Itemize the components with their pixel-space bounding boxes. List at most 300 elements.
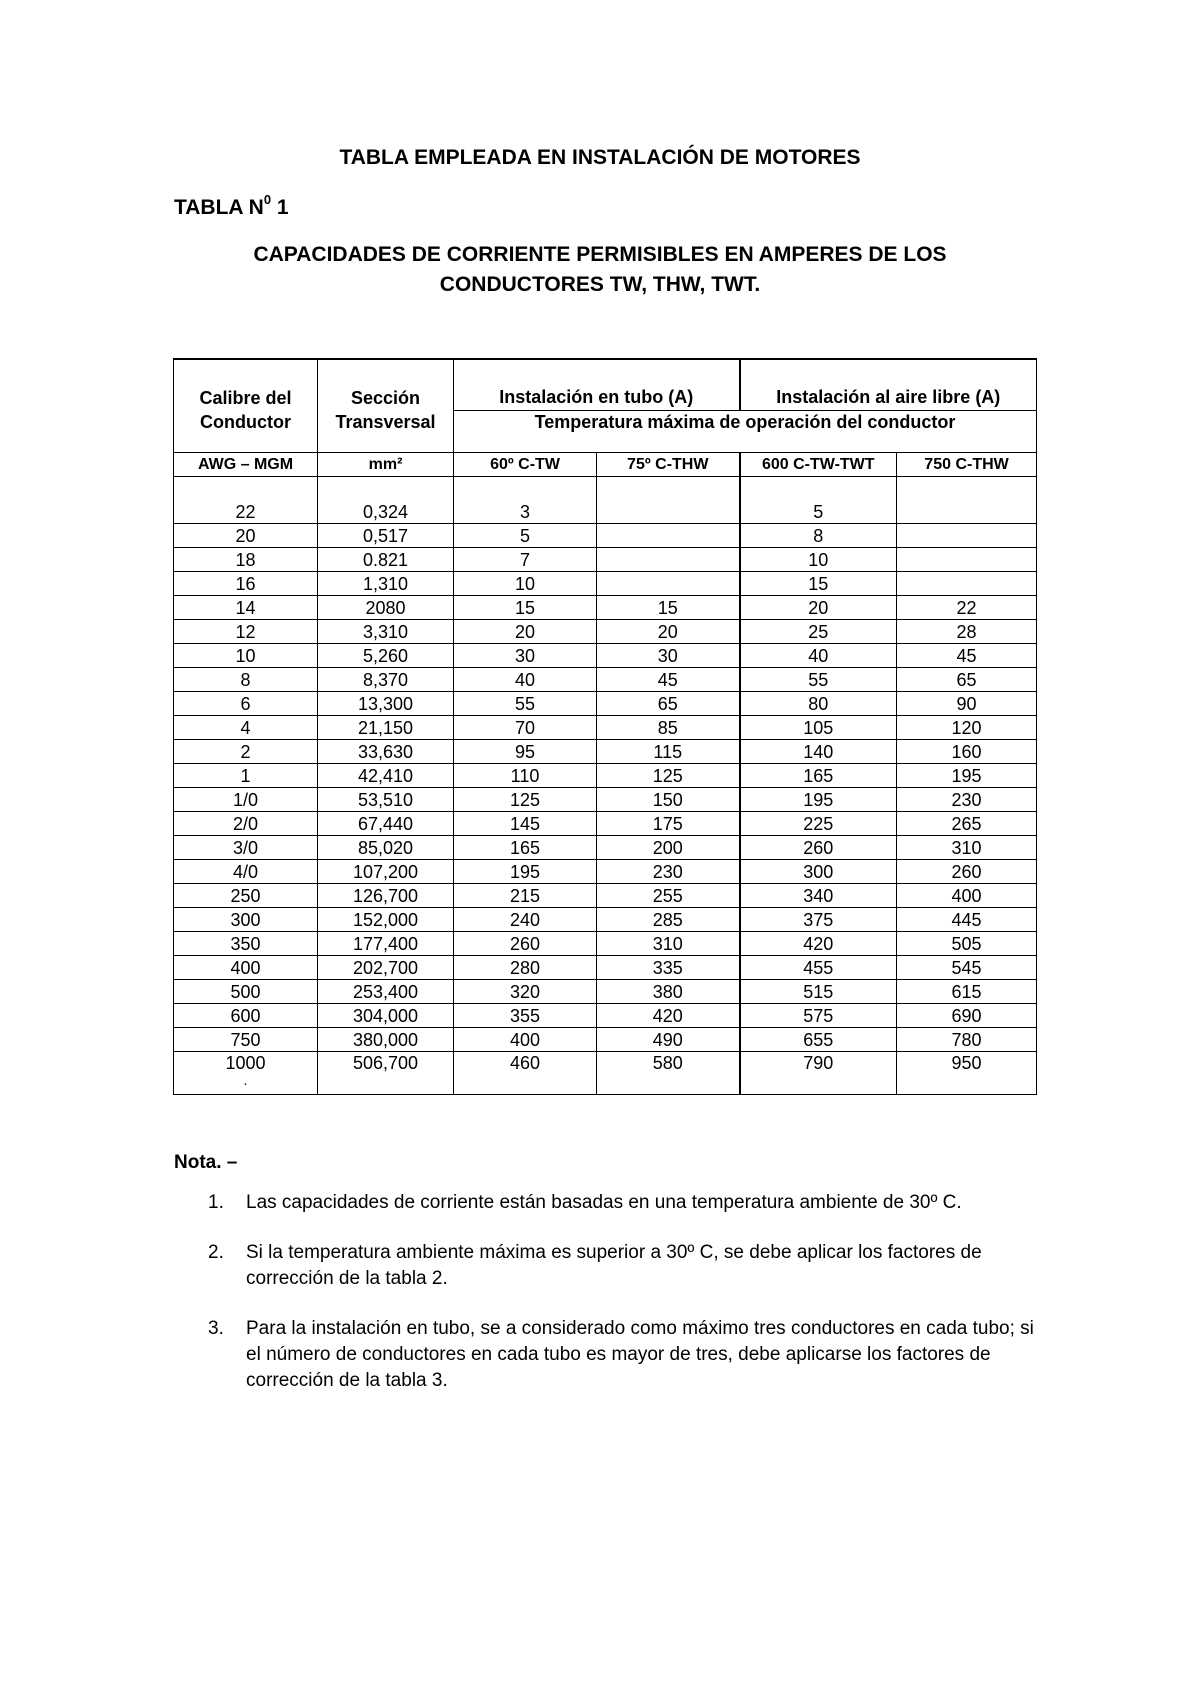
table-cell-value: 400 — [230, 957, 261, 978]
table-cell-value: 505 — [951, 933, 982, 954]
conductor-capacity-table — [173, 358, 1037, 1095]
table-cell-value: 1 — [240, 765, 251, 786]
table-cell-value: 5 — [519, 525, 530, 546]
unit-600c-tw-twt: 600 C-TW-TWT — [740, 453, 897, 477]
table-cell-value: 260 — [951, 861, 982, 882]
table-cell-value: 6 — [240, 693, 251, 714]
table-cell-value: 2/0 — [232, 813, 259, 834]
table-cell-value: 20 — [235, 525, 256, 546]
page-title: TABLA EMPLEADA EN INSTALACIÓN DE MOTORES — [339, 146, 861, 169]
table-cell — [454, 836, 597, 860]
table-cell-value: 10 — [514, 573, 536, 594]
table-cell-value: 200 — [652, 837, 683, 858]
table-cell-value: 160 — [951, 741, 982, 762]
table-row — [174, 692, 1037, 716]
table-cell-value: 85,020 — [357, 837, 414, 858]
table-cell — [897, 524, 1037, 548]
table-cell-value: 10 — [808, 549, 829, 570]
table-cell — [897, 836, 1037, 860]
table-cell-value: 20 — [808, 597, 829, 618]
table-cell-value: 195 — [803, 789, 834, 810]
table-cell-value: 950 — [951, 1053, 982, 1073]
stray-dot-mark: . — [243, 1072, 248, 1088]
table-cell — [897, 620, 1037, 644]
table-cell — [597, 764, 740, 788]
table-cell-value: 0,324 — [362, 502, 409, 522]
table-cell-value: 420 — [652, 1005, 683, 1026]
subtitle-line-1: CAPACIDADES DE CORRIENTE PERMISIBLES EN AMPERES DE LOS — [253, 243, 947, 266]
table-cell — [597, 956, 740, 980]
table-cell — [897, 668, 1037, 692]
header-temperatura: Temperatura máxima de operación del conductor — [454, 411, 1037, 453]
table-cell-value: 600 — [230, 1005, 261, 1026]
table-cell — [597, 980, 740, 1004]
header-seccion-line-1: Sección — [350, 388, 421, 408]
table-cell — [740, 860, 897, 884]
table-cell — [897, 764, 1037, 788]
header-aire: Instalación al aire libre (A) — [740, 359, 1037, 411]
table-cell — [318, 596, 454, 620]
header-seccion-line-2: Transversal — [335, 412, 436, 432]
table-cell — [740, 884, 897, 908]
table-cell — [597, 884, 740, 908]
table-cell-value: 575 — [803, 1005, 834, 1026]
table-cell — [597, 548, 740, 572]
table-cell — [318, 1052, 454, 1095]
table-cell-value: 340 — [803, 885, 834, 906]
table-cell-value: 255 — [652, 885, 683, 906]
table-cell — [897, 956, 1037, 980]
table-cell — [454, 908, 597, 932]
table-cell — [174, 932, 318, 956]
table-cell-value: 500 — [230, 981, 261, 1002]
table-cell-value: 42,410 — [357, 765, 414, 786]
table-cell — [740, 668, 897, 692]
table-cell-value: 780 — [951, 1029, 982, 1050]
table-cell-value: 177,400 — [352, 933, 419, 954]
table-row — [174, 596, 1037, 620]
table-cell-value: 250 — [230, 885, 261, 906]
table-cell-value: 335 — [652, 957, 683, 978]
table-cell-value: 320 — [509, 981, 541, 1002]
table-cell-value: 12 — [235, 621, 256, 642]
table-cell — [318, 692, 454, 716]
table-cell-value: 18 — [235, 549, 256, 570]
table-cell — [454, 620, 597, 644]
table-cell — [318, 1028, 454, 1052]
table-cell-value: 304,000 — [352, 1005, 419, 1026]
table-cell — [454, 716, 597, 740]
table-cell-value: 280 — [509, 957, 541, 978]
table-cell-value: 65 — [657, 693, 678, 714]
note-number: 3. — [208, 1318, 224, 1339]
table-cell — [740, 956, 897, 980]
table-cell — [454, 860, 597, 884]
note-number: 2. — [208, 1242, 224, 1263]
table-cell-value: 175 — [652, 813, 683, 834]
table-cell — [597, 620, 740, 644]
table-cell — [454, 788, 597, 812]
table-cell-value: 3,310 — [362, 621, 409, 642]
note-item — [174, 1190, 1044, 1216]
table-cell — [174, 812, 318, 836]
table-cell — [897, 1052, 1037, 1095]
table-cell-value: 215 — [509, 885, 541, 906]
table-cell-value: 55 — [514, 693, 536, 714]
table-cell-value: 45 — [657, 669, 678, 690]
table-cell — [174, 908, 318, 932]
table-cell — [897, 932, 1037, 956]
table-cell-value: 253,400 — [352, 981, 419, 1002]
table-cell — [597, 524, 740, 548]
table-cell — [897, 1004, 1037, 1028]
table-row — [174, 884, 1037, 908]
table-cell — [174, 836, 318, 860]
table-cell — [174, 524, 318, 548]
table-cell-value: 40 — [514, 669, 536, 690]
table-cell-value: 2 — [240, 741, 251, 762]
table-cell-value: 15 — [514, 597, 536, 618]
table-cell — [597, 1052, 740, 1095]
table-cell-value: 125 — [652, 765, 683, 786]
table-cell — [174, 644, 318, 668]
table-cell-value: 460 — [509, 1053, 541, 1073]
table-cell-value: 22 — [956, 597, 977, 618]
table-cell-value: 285 — [652, 909, 683, 930]
table-cell-value: 55 — [808, 669, 829, 690]
table-cell — [318, 860, 454, 884]
table-cell-value: 140 — [803, 741, 834, 762]
table-cell — [740, 524, 897, 548]
table-cell-value: 1,310 — [362, 573, 409, 594]
table-cell — [740, 908, 897, 932]
table-cell — [318, 668, 454, 692]
table-cell-value: 515 — [803, 981, 834, 1002]
table-cell — [740, 1052, 897, 1095]
table-cell-value: 310 — [652, 933, 683, 954]
table-cell-value: 15 — [657, 597, 678, 618]
table-row — [174, 1004, 1037, 1028]
table-subtitle — [0, 240, 1200, 300]
table-cell-value: 690 — [951, 1005, 982, 1026]
table-cell-value: 120 — [951, 717, 982, 738]
table-cell — [597, 596, 740, 620]
table-cell — [318, 812, 454, 836]
note-text: Para la instalación en tubo, se a considerado como máximo tres conductores en cada tubo; si el número de conductores en cada tubo es mayor de tres, debe aplicarse los factores de corrección de la tabla 3. — [246, 1318, 1034, 1391]
table-cell-value: 145 — [509, 813, 541, 834]
table-cell — [597, 644, 740, 668]
table-cell-value: 300 — [230, 909, 261, 930]
table-cell — [897, 596, 1037, 620]
table-row — [174, 908, 1037, 932]
table-cell — [318, 1004, 454, 1028]
table-cell-value: 2080 — [365, 597, 406, 618]
table-cell-value: 580 — [652, 1053, 683, 1073]
table-cell-value: 40 — [808, 645, 829, 666]
table-cell-value: 195 — [509, 861, 541, 882]
table-cell — [740, 548, 897, 572]
table-cell-value: 16 — [235, 573, 256, 594]
table-cell-value: 0,517 — [362, 525, 409, 546]
table-cell — [174, 1052, 318, 1095]
table-cell — [740, 812, 897, 836]
table-cell — [318, 644, 454, 668]
table-cell-value: 95 — [514, 741, 536, 762]
table-cell-value: 300 — [803, 861, 834, 882]
table-cell-value: 21,150 — [357, 717, 414, 738]
table-cell — [454, 812, 597, 836]
header-tubo: Instalación en tubo (A) — [454, 359, 740, 411]
table-cell-value: 230 — [951, 789, 982, 810]
table-cell — [897, 1028, 1037, 1052]
table-cell — [897, 572, 1037, 596]
table-row — [174, 812, 1037, 836]
table-cell — [740, 716, 897, 740]
table-cell-value: 8 — [813, 525, 824, 546]
table-cell-value: 4/0 — [232, 861, 259, 882]
table-cell-value: 195 — [951, 765, 982, 786]
table-cell — [174, 668, 318, 692]
table-cell — [740, 692, 897, 716]
table-cell-value: 13,300 — [357, 693, 414, 714]
table-cell — [174, 596, 318, 620]
table-row — [174, 644, 1037, 668]
table-cell — [454, 764, 597, 788]
table-cell-value: 152,000 — [352, 909, 419, 930]
notes-list — [174, 1190, 1044, 1418]
table-cell — [454, 668, 597, 692]
table-cell-value: 125 — [509, 789, 541, 810]
table-cell-value: 85 — [657, 717, 678, 738]
header-units-row — [174, 453, 1037, 477]
table-cell — [740, 572, 897, 596]
table-cell-value: 165 — [803, 765, 834, 786]
table-cell-value: 265 — [951, 813, 982, 834]
table-cell-value: 380 — [652, 981, 683, 1002]
table-cell-value: 0.821 — [362, 549, 409, 570]
table-cell-value: 202,700 — [352, 957, 419, 978]
table-number-value: 1 — [271, 196, 289, 219]
table-cell — [174, 1004, 318, 1028]
table-cell — [174, 764, 318, 788]
table-cell-value: 165 — [509, 837, 541, 858]
table-cell — [740, 788, 897, 812]
header-calibre-line-2: Conductor — [200, 412, 291, 432]
table-cell-value: 20 — [657, 621, 678, 642]
table-row — [174, 620, 1037, 644]
table-cell — [454, 956, 597, 980]
note-text: Las capacidades de corriente están basadas en una temperatura ambiente de 30º C. — [246, 1192, 962, 1213]
table-cell — [454, 980, 597, 1004]
table-cell — [174, 572, 318, 596]
header-calibre-line-1: Calibre del — [199, 388, 292, 408]
table-row — [174, 764, 1037, 788]
table-cell — [740, 644, 897, 668]
nota-heading: Nota. – — [174, 1152, 238, 1173]
table-row — [174, 1028, 1037, 1052]
table-row — [174, 1052, 1037, 1095]
table-number-label — [174, 194, 289, 220]
table-cell-value: 420 — [803, 933, 834, 954]
table-cell-value: 225 — [803, 813, 834, 834]
table-cell-value: 655 — [803, 1029, 834, 1050]
table-cell — [318, 932, 454, 956]
table-cell — [597, 932, 740, 956]
table-cell — [318, 836, 454, 860]
note-item — [174, 1240, 1044, 1292]
table-cell-value: 790 — [803, 1053, 834, 1073]
table-cell — [897, 788, 1037, 812]
table-cell-value: 115 — [653, 741, 683, 762]
table-row — [174, 980, 1037, 1004]
table-cell — [897, 692, 1037, 716]
table-cell — [318, 716, 454, 740]
table-cell — [174, 716, 318, 740]
table-cell-value: 380,000 — [352, 1029, 419, 1050]
table-cell-value: 506,700 — [352, 1053, 419, 1073]
table-cell — [318, 788, 454, 812]
table-cell — [597, 668, 740, 692]
table-cell-value: 230 — [652, 861, 683, 882]
table-cell — [897, 477, 1037, 524]
table-cell — [454, 644, 597, 668]
table-cell-value: 750 — [230, 1029, 261, 1050]
table-cell — [597, 908, 740, 932]
table-cell — [740, 477, 897, 524]
header-seccion — [318, 359, 454, 453]
table-cell — [597, 716, 740, 740]
table-cell — [597, 860, 740, 884]
table-cell-value: 15 — [808, 573, 829, 594]
table-cell — [897, 812, 1037, 836]
table-cell — [454, 740, 597, 764]
table-cell — [897, 980, 1037, 1004]
table-cell — [174, 1028, 318, 1052]
table-cell-value: 5 — [813, 502, 824, 522]
table-cell — [597, 836, 740, 860]
table-cell — [740, 764, 897, 788]
table-cell-value: 260 — [803, 837, 834, 858]
table-cell-value: 375 — [803, 909, 834, 930]
table-cell-value: 400 — [509, 1029, 541, 1050]
table-cell-value: 490 — [652, 1029, 683, 1050]
table-cell — [740, 620, 897, 644]
table-cell — [174, 980, 318, 1004]
table-cell — [318, 477, 454, 524]
table-cell — [597, 1028, 740, 1052]
table-cell — [740, 980, 897, 1004]
table-cell-value: 400 — [951, 885, 982, 906]
table-cell-value: 240 — [509, 909, 541, 930]
table-cell — [597, 477, 740, 524]
table-cell — [597, 812, 740, 836]
table-cell — [454, 1004, 597, 1028]
table-cell-value: 126,700 — [352, 885, 419, 906]
table-cell-value: 80 — [808, 693, 829, 714]
table-cell — [174, 548, 318, 572]
unit-awg: AWG – MGM — [174, 453, 318, 477]
table-cell — [318, 980, 454, 1004]
table-cell — [174, 740, 318, 764]
table-cell-value: 45 — [956, 645, 977, 666]
table-row — [174, 548, 1037, 572]
table-cell — [174, 692, 318, 716]
table-row — [174, 716, 1037, 740]
table-cell — [597, 692, 740, 716]
table-cell — [740, 836, 897, 860]
table-cell — [597, 1004, 740, 1028]
subtitle-line-2: CONDUCTORES TW, THW, TWT. — [439, 273, 761, 296]
table-cell — [318, 740, 454, 764]
table-cell-value: 445 — [951, 909, 982, 930]
table-row — [174, 788, 1037, 812]
header-row-1 — [174, 359, 1037, 411]
table-cell-value: 90 — [956, 693, 977, 714]
table-cell — [318, 548, 454, 572]
table-cell — [318, 764, 454, 788]
table-cell — [454, 932, 597, 956]
header-calibre — [174, 359, 318, 453]
table-cell — [897, 740, 1037, 764]
table-cell-value: 28 — [956, 621, 977, 642]
table-row — [174, 477, 1037, 524]
table-cell-value: 105 — [803, 717, 834, 738]
table-row — [174, 668, 1037, 692]
table-cell-value: 3 — [519, 502, 530, 522]
table-cell-value: 310 — [951, 837, 982, 858]
note-number: 1. — [208, 1192, 224, 1213]
table-cell-value: 545 — [951, 957, 982, 978]
table-cell — [897, 908, 1037, 932]
table-cell-value: 107,200 — [352, 861, 419, 882]
table-cell — [318, 956, 454, 980]
table-cell-value: 25 — [808, 621, 829, 642]
table-cell — [597, 788, 740, 812]
table-cell-value: 30 — [514, 645, 536, 666]
table-cell-value: 33,630 — [357, 741, 414, 762]
table-cell-value: 20 — [514, 621, 536, 642]
table-cell — [740, 596, 897, 620]
table-cell-value: 350 — [230, 933, 261, 954]
table-row — [174, 956, 1037, 980]
table-cell — [454, 596, 597, 620]
table-cell-value: 22 — [235, 502, 256, 522]
table-cell — [740, 1004, 897, 1028]
table-row — [174, 740, 1037, 764]
table-cell — [897, 884, 1037, 908]
table-cell-value: 110 — [510, 765, 540, 786]
table-cell — [740, 932, 897, 956]
table-cell — [454, 477, 597, 524]
table-cell — [897, 716, 1037, 740]
table-cell — [454, 524, 597, 548]
table-cell-value: 4 — [240, 717, 251, 738]
table-cell — [174, 620, 318, 644]
table-cell — [897, 548, 1037, 572]
table-cell-value: 7 — [519, 549, 530, 570]
table-row — [174, 572, 1037, 596]
table-cell-value: 10 — [235, 645, 256, 666]
table-cell — [740, 740, 897, 764]
table-cell-value: 355 — [509, 1005, 541, 1026]
table-cell-value: 8,370 — [362, 669, 409, 690]
table-cell — [897, 860, 1037, 884]
table-cell — [318, 572, 454, 596]
unit-750c-thw: 750 C-THW — [897, 453, 1037, 477]
table-number-superscript: 0 — [263, 192, 272, 207]
table-cell-value: 5,260 — [362, 645, 409, 666]
note-item — [174, 1316, 1044, 1394]
